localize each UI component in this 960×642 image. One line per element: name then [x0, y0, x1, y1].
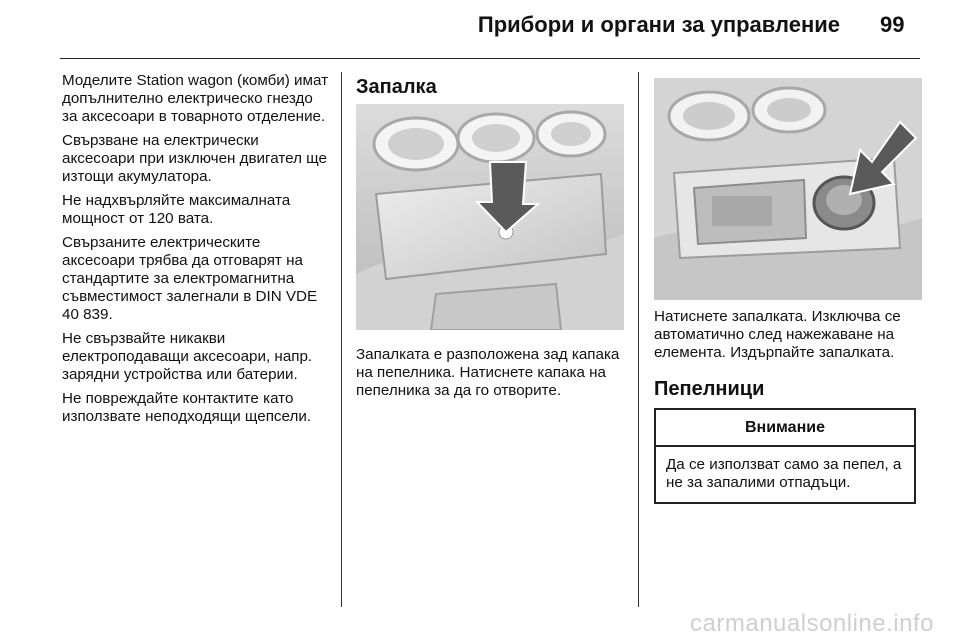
watermark-text: carmanualsonline.info — [690, 610, 934, 637]
lighter-instructions: Натиснете запалката. Изключва се автоматично след нажежаване на елемента. Издърпайте запалката. — [654, 308, 901, 361]
column-1 — [62, 72, 330, 432]
lighter-press-illustration — [654, 78, 922, 300]
notice-body: Да се използват само за пепел, а не за запалими отпадъци. — [666, 456, 902, 491]
section-heading-ashtrays: Пепелници — [654, 378, 765, 400]
paragraph: Не надхвърляйте максималната мощност от 120 вата. — [62, 192, 291, 227]
column-2 — [356, 72, 626, 406]
header-rule — [60, 58, 920, 59]
page-header-title: Прибори и органи за управление — [477, 12, 840, 37]
column-3 — [654, 72, 922, 504]
paragraph: Свързаните електрическите аксесоари трябва да отговарят на стандартите за електромагнитна съвместимост залегнали в DIN VDE 40 839. — [62, 234, 318, 323]
paragraph: Не свързвайте никакви електроподаващи аксесоари, напр. зарядни устройства или батерии. — [62, 330, 313, 383]
paragraph: Моделите Station wagon (комби) имат допълнително електрическо гнездо за аксесоари в товарното отделение. — [62, 72, 329, 125]
lighter-caption: Запалката е разположена зад капака на пепелника. Натиснете капака на пепелника за да го отворите. — [356, 346, 620, 399]
section-heading-lighter: Запалка — [356, 76, 437, 98]
notice-title: Внимание — [656, 410, 914, 447]
lighter-location-illustration — [356, 104, 624, 330]
paragraph: Не повреждайте контактите като използвате неподходящи щепсели. — [62, 390, 312, 425]
warning-notice — [654, 408, 916, 504]
column-divider-1 — [341, 72, 342, 607]
page-number: 99 — [880, 12, 905, 37]
paragraph: Свързване на електрически аксесоари при изключен двигател ще изтощи акумулатора. — [62, 132, 327, 185]
column-divider-2 — [638, 72, 639, 607]
